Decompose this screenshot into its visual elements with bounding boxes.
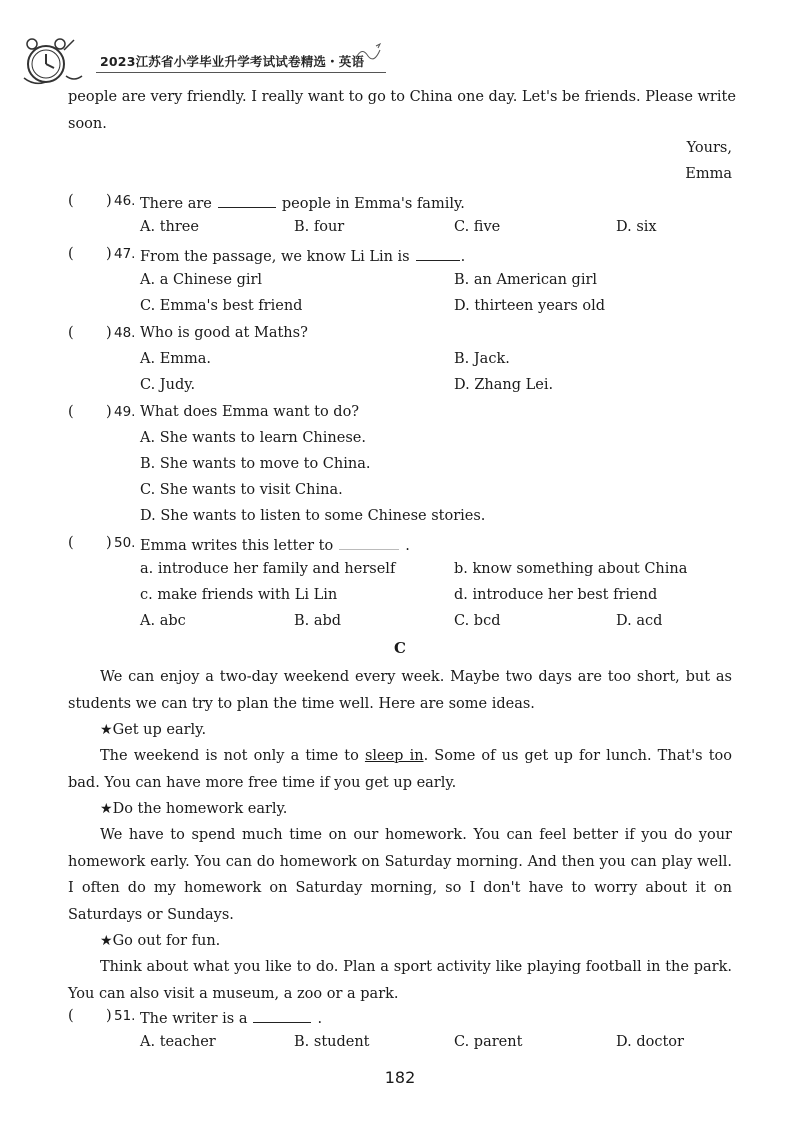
option-d: D. She wants to listen to some Chinese stories. [140, 508, 486, 524]
underlined-phrase: sleep in [364, 748, 424, 764]
tip-heading-text: Get up early. [112, 722, 207, 738]
question-number: 51. [114, 1008, 136, 1024]
answer-blank[interactable] [218, 193, 276, 208]
question-stem: There are [140, 196, 212, 212]
decorative-swirl-icon [354, 42, 384, 64]
option-c: C. bcd [454, 613, 501, 629]
tip-body-text: The weekend is not only a time to [100, 748, 365, 764]
tip-1-body [68, 743, 732, 796]
option-b: B. student [294, 1034, 370, 1050]
letter-line-2: soon. [68, 116, 107, 132]
question-stem-end: . [317, 1011, 323, 1027]
answer-paren-open: ( [68, 193, 74, 209]
tip-body-text: . Some of us get up for lunch. That's too bad. You can have more free time if you get up early. [68, 748, 732, 791]
answer-blank[interactable] [339, 535, 399, 550]
answer-paren-open: ( [68, 535, 74, 551]
question-stem-end: people in Emma's family. [281, 196, 465, 212]
purpose-item-a: a. introduce her family and herself [140, 561, 396, 577]
tip-2-body: We have to spend much time on our homework. You can feel better if you do your homework early. You can do homework on Saturday morning. And then you can play well. I often do my homework on Saturday morning, so I don't have to worry about it on Saturdays or Sundays. [68, 827, 732, 923]
option-b: B. Jack. [454, 351, 510, 367]
question-number: 50. [114, 535, 136, 551]
purpose-item-d: d. introduce her best friend [454, 587, 658, 603]
question-text [140, 246, 465, 265]
tip-2-heading [68, 796, 732, 823]
question-text [140, 193, 465, 212]
section-c-intro: We can enjoy a two-day weekend every week. Maybe two days are too short, but as students we can try to plan the time well. Here are some ideas. [68, 669, 732, 712]
question-number: 47. [114, 246, 136, 262]
question-text [140, 535, 410, 554]
option-d: D. doctor [616, 1034, 684, 1050]
option-a: A. a Chinese girl [140, 272, 263, 288]
question-text: Who is good at Maths? [140, 325, 308, 341]
answer-paren-close: ) [106, 535, 112, 551]
answer-paren-open: ( [68, 325, 74, 341]
option-d: D. six [616, 219, 657, 235]
section-heading-c: C [394, 639, 406, 657]
question-stem: From the passage, we know Li Lin is [140, 249, 410, 265]
header-title: 2023江苏省小学毕业升学考试试卷精选・英语 [100, 54, 365, 69]
question-stem-end: . [405, 538, 410, 554]
answer-paren-close: ) [106, 325, 112, 341]
option-b: B. She wants to move to China. [140, 456, 371, 472]
answer-paren-close: ) [106, 1008, 112, 1024]
page-header [14, 30, 434, 90]
option-b: B. abd [294, 613, 342, 629]
page-number: 182 [384, 1068, 416, 1087]
answer-paren-open: ( [68, 1008, 74, 1024]
answer-paren-close: ) [106, 193, 112, 209]
star-icon: ★ [100, 933, 113, 949]
option-b: B. an American girl [454, 272, 598, 288]
cartoon-clock-icon [14, 30, 94, 90]
option-a: A. teacher [140, 1034, 216, 1050]
question-51 [68, 1008, 748, 1034]
option-d: D. thirteen years old [454, 298, 606, 314]
question-stem: Emma writes this letter to [140, 538, 334, 554]
option-c: C. parent [454, 1034, 523, 1050]
tip-heading-text: Go out for fun. [112, 933, 221, 949]
question-49 [68, 404, 748, 430]
tip-3-body: Think about what you like to do. Plan a sport activity like playing football in the park. You can also visit a museum, a zoo or a park. [68, 959, 732, 1002]
option-c: C. five [454, 219, 501, 235]
answer-paren-close: ) [106, 246, 112, 262]
answer-paren-open: ( [68, 404, 74, 420]
option-d: D. Zhang Lei. [454, 377, 554, 393]
question-47 [68, 246, 748, 272]
letter-signature: Emma [685, 166, 732, 182]
option-a: A. She wants to learn Chinese. [140, 430, 366, 446]
option-c: C. Emma's best friend [140, 298, 303, 314]
option-c: C. She wants to visit China. [140, 482, 343, 498]
header-divider [96, 72, 386, 73]
answer-blank[interactable] [416, 246, 460, 261]
option-a: A. three [140, 219, 199, 235]
tip-3-heading [68, 928, 732, 955]
tip-1-heading [68, 717, 732, 744]
question-number: 49. [114, 404, 136, 420]
question-stem-end: . [460, 249, 466, 265]
star-icon: ★ [100, 722, 113, 738]
option-d: D. acd [616, 613, 663, 629]
star-icon: ★ [100, 801, 113, 817]
option-b: B. four [294, 219, 345, 235]
question-50 [68, 535, 748, 561]
tip-heading-text: Do the homework early. [112, 801, 288, 817]
purpose-item-c: c. make friends with Li Lin [140, 587, 338, 603]
question-46 [68, 193, 748, 219]
answer-paren-open: ( [68, 246, 74, 262]
question-48 [68, 325, 748, 351]
option-a: A. Emma. [140, 351, 212, 367]
question-text [140, 1008, 322, 1027]
purpose-item-b: b. know something about China [454, 561, 688, 577]
question-number: 46. [114, 193, 136, 209]
letter-line-1: people are very friendly. I really want to go to China one day. Let's be friends. Please write [68, 89, 736, 105]
option-c: C. Judy. [140, 377, 196, 393]
letter-closing: Yours, [686, 140, 732, 156]
answer-blank[interactable] [253, 1008, 311, 1023]
option-a: A. abc [140, 613, 186, 629]
question-stem: The writer is a [140, 1011, 248, 1027]
answer-paren-close: ) [106, 404, 112, 420]
question-text: What does Emma want to do? [140, 404, 360, 420]
question-number: 48. [114, 325, 136, 341]
